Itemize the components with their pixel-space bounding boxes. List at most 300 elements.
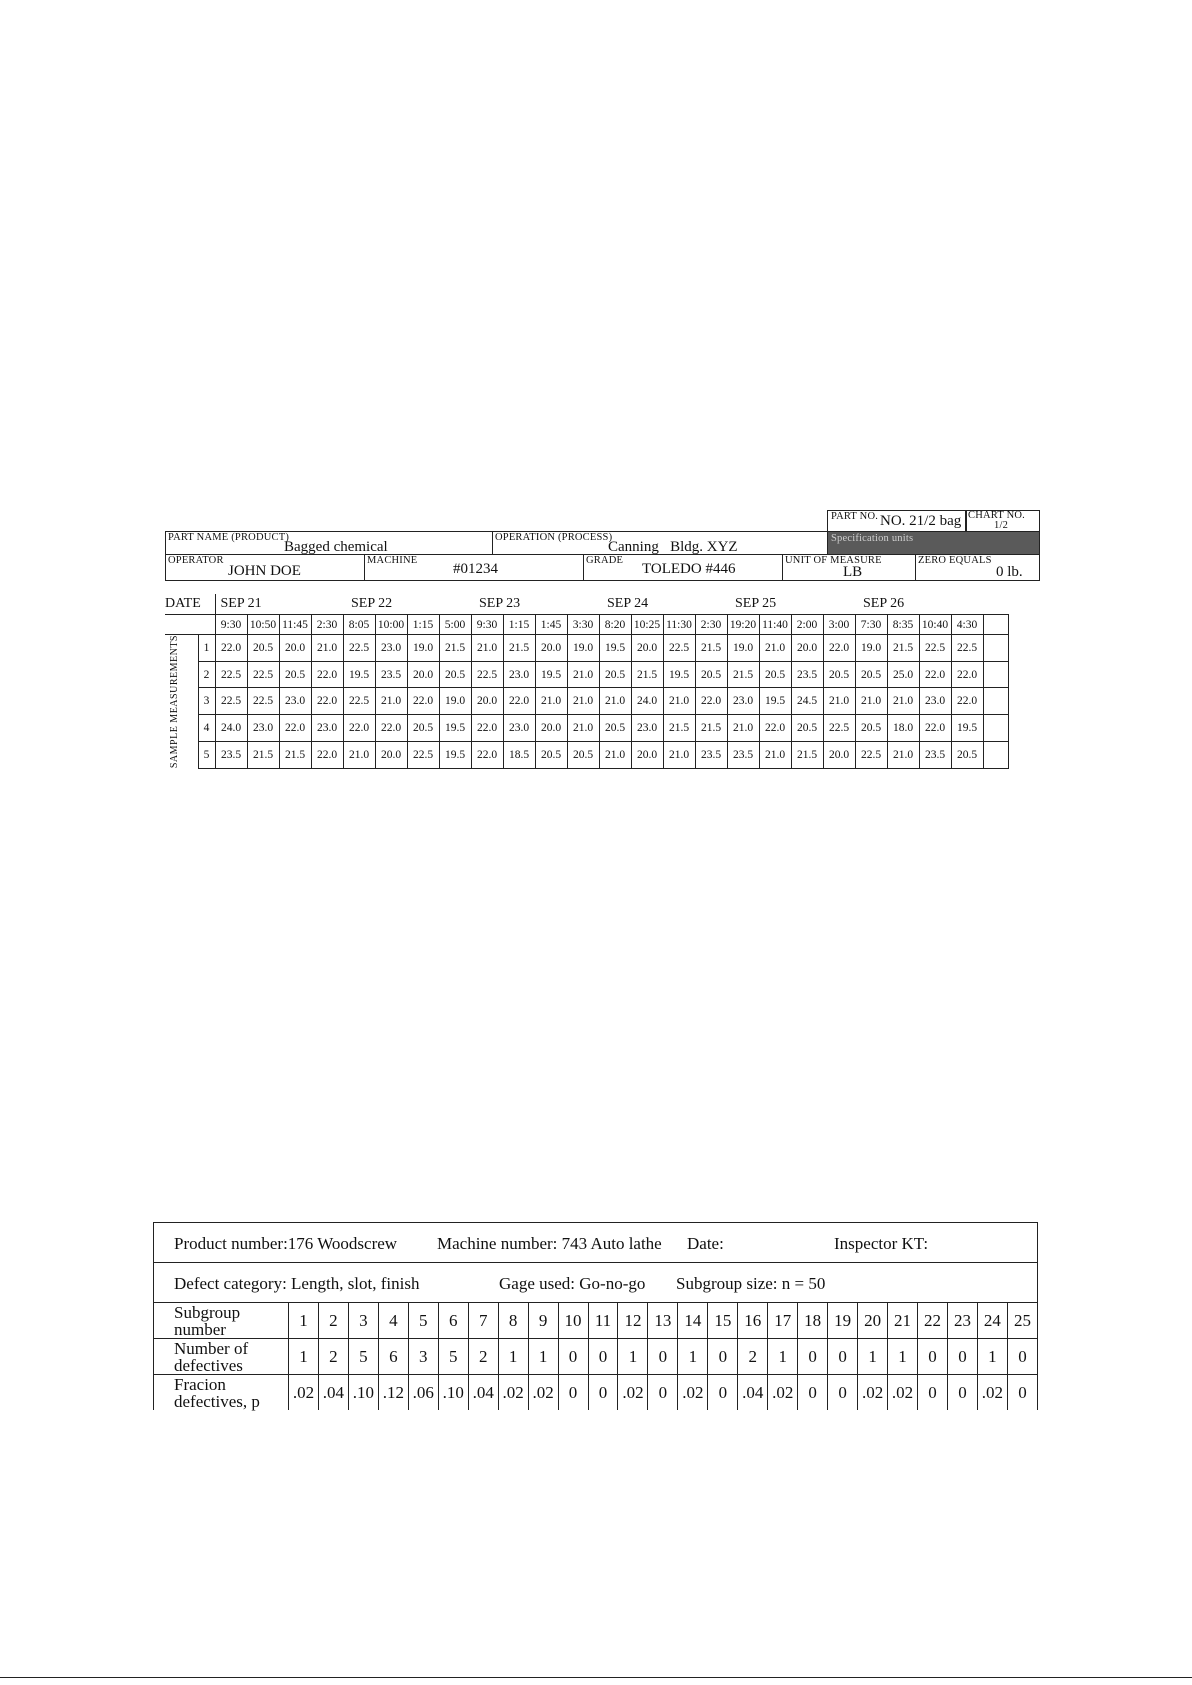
measurement-cell: 21.0 (567, 661, 599, 688)
measurement-cell: 22.0 (759, 715, 791, 742)
unit-label: UNIT OF MEASURE (785, 555, 882, 566)
measurement-cell: 21.5 (279, 741, 311, 768)
measurement-cell (983, 715, 1008, 742)
zero-equals-box (915, 554, 1040, 581)
date-header: SEP 25 (727, 594, 855, 615)
measurement-row (165, 661, 1008, 688)
defectives-row (154, 1303, 1038, 1339)
time-cell: 8:20 (599, 615, 631, 635)
data-cell: .04 (468, 1375, 498, 1411)
date-header: SEP 21 (215, 594, 343, 615)
date-header: SEP 24 (599, 594, 727, 615)
measurement-cell: 21.5 (695, 715, 727, 742)
time-cell: 2:30 (311, 615, 343, 635)
measurement-cell: 21.0 (375, 688, 407, 715)
data-cell: 11 (588, 1303, 618, 1339)
measurement-cell: 20.0 (375, 741, 407, 768)
data-cell: 5 (408, 1303, 438, 1339)
measurement-cell: 21.0 (471, 635, 503, 662)
unit-value: LB (843, 564, 863, 580)
time-cell: 1:15 (503, 615, 535, 635)
data-cell: 0 (918, 1375, 948, 1411)
measurement-cell: 23.0 (919, 688, 951, 715)
time-cell: 19:20 (727, 615, 759, 635)
data-cell: .02 (888, 1375, 918, 1411)
data-cell: 1 (289, 1339, 319, 1375)
data-cell: .06 (408, 1375, 438, 1411)
time-cell: 11:40 (759, 615, 791, 635)
measurement-cell: 21.5 (631, 661, 663, 688)
part-no-box (827, 510, 967, 532)
machine-box (364, 554, 584, 581)
row-header-line: Subgroup (174, 1302, 241, 1322)
operation-box (492, 531, 828, 555)
measurement-cell: 22.5 (823, 715, 855, 742)
measurement-cell: 22.5 (855, 741, 887, 768)
row-header-line: defectives, p (174, 1391, 260, 1411)
data-cell: 5 (438, 1339, 468, 1375)
data-cell: 5 (348, 1339, 378, 1375)
part-no-label: PART NO. (831, 511, 879, 522)
measurement-cell: 22.5 (215, 688, 247, 715)
measurement-cell (983, 635, 1008, 662)
subgroup-size: Subgroup size: n = 50 (676, 1274, 826, 1293)
data-cell: 3 (408, 1339, 438, 1375)
zero-equals-label: ZERO EQUALS (918, 555, 992, 566)
data-cell: 7 (468, 1303, 498, 1339)
date-field: Date: (687, 1234, 724, 1253)
measurement-cell: 20.5 (599, 715, 631, 742)
measurement-cell: 22.0 (823, 635, 855, 662)
data-cell: 22 (918, 1303, 948, 1339)
data-cell: .12 (378, 1375, 408, 1411)
data-cell: 12 (618, 1303, 648, 1339)
data-cell: 0 (918, 1339, 948, 1375)
measurement-cell: 25.0 (887, 661, 919, 688)
data-cell: 0 (558, 1375, 588, 1411)
machine-value: #01234 (453, 561, 498, 577)
measurement-cell: 21.5 (247, 741, 279, 768)
data-cell: 0 (558, 1339, 588, 1375)
data-cell: 6 (438, 1303, 468, 1339)
measurement-cell: 21.5 (503, 635, 535, 662)
time-cell: 1:15 (407, 615, 439, 635)
measurement-row (165, 688, 1008, 715)
data-cell: 0 (1007, 1339, 1037, 1375)
data-cell: 0 (708, 1375, 738, 1411)
measurement-cell: 18.0 (887, 715, 919, 742)
time-cell: 7:30 (855, 615, 887, 635)
measurement-cell: 20.0 (535, 635, 567, 662)
measurement-cell: 20.0 (471, 688, 503, 715)
row-header-line: number (174, 1319, 226, 1339)
measurement-cell: 19.5 (599, 635, 631, 662)
measurement-cell: 22.5 (471, 661, 503, 688)
measurement-cell: 21.5 (663, 715, 695, 742)
gage-used: Gage used: Go-no-go (499, 1274, 646, 1293)
data-cell: 0 (1007, 1375, 1037, 1411)
measurement-cell: 23.0 (375, 635, 407, 662)
form2-header-row-2 (153, 1262, 1038, 1303)
time-cell: 5:00 (439, 615, 471, 635)
data-cell: .02 (858, 1375, 888, 1411)
data-cell: 18 (798, 1303, 828, 1339)
measurement-cell: 24.0 (215, 715, 247, 742)
data-cell: 8 (498, 1303, 528, 1339)
measurement-cell: 21.0 (759, 741, 791, 768)
measurement-cell: 23.0 (503, 661, 535, 688)
data-cell: 0 (588, 1339, 618, 1375)
data-cell: .02 (977, 1375, 1007, 1411)
measurement-cell: 20.0 (631, 741, 663, 768)
measurement-cell: 21.5 (791, 741, 823, 768)
data-cell: 0 (947, 1375, 977, 1411)
data-cell: 1 (858, 1339, 888, 1375)
measurement-cell: 22.0 (919, 661, 951, 688)
row-header-line: defectives (174, 1355, 243, 1375)
control-chart-form (165, 510, 1040, 769)
measurement-cell: 18.5 (503, 741, 535, 768)
data-cell: 1 (678, 1339, 708, 1375)
data-cell: .02 (618, 1375, 648, 1411)
time-cell: 3:30 (567, 615, 599, 635)
data-cell: 1 (768, 1339, 798, 1375)
measurement-cell: 20.0 (823, 741, 855, 768)
measurement-cell: 22.0 (311, 741, 343, 768)
time-cell: 3:00 (823, 615, 855, 635)
data-cell: 24 (977, 1303, 1007, 1339)
measurement-cell: 22.0 (311, 688, 343, 715)
measurement-cell: 20.0 (791, 635, 823, 662)
data-cell: .02 (528, 1375, 558, 1411)
measurement-cell: 22.0 (471, 715, 503, 742)
measurement-cell: 20.5 (759, 661, 791, 688)
measurement-cell: 21.0 (887, 688, 919, 715)
time-cell (983, 615, 1008, 635)
measurement-cell: 19.0 (567, 635, 599, 662)
measurement-cell: 22.5 (343, 635, 375, 662)
data-cell: 0 (648, 1375, 678, 1411)
time-row-blank (165, 615, 215, 635)
data-cell: .04 (318, 1375, 348, 1411)
spec-units-label: Specification units (831, 533, 914, 544)
data-cell: 1 (888, 1339, 918, 1375)
measurement-cell: 23.5 (215, 741, 247, 768)
measurement-cell: 19.5 (439, 741, 471, 768)
data-cell: .10 (438, 1375, 468, 1411)
time-row (165, 615, 1008, 635)
data-cell: 3 (348, 1303, 378, 1339)
measurement-table (165, 594, 1009, 769)
date-header: SEP 23 (471, 594, 599, 615)
measurement-cell: 20.5 (279, 661, 311, 688)
measurement-cell: 21.0 (567, 688, 599, 715)
data-cell: 6 (378, 1339, 408, 1375)
measurement-cell: 22.0 (951, 661, 983, 688)
measurement-cell: 21.0 (663, 688, 695, 715)
measurement-cell: 20.5 (535, 741, 567, 768)
time-cell: 10:00 (375, 615, 407, 635)
measurement-cell: 21.0 (311, 635, 343, 662)
time-cell: 10:25 (631, 615, 663, 635)
measurement-cell: 23.5 (375, 661, 407, 688)
measurement-cell: 22.0 (311, 661, 343, 688)
measurement-cell: 22.5 (215, 661, 247, 688)
date-row (165, 594, 1008, 615)
measurement-cell: 20.5 (823, 661, 855, 688)
measurement-row (165, 635, 1008, 662)
measurement-cell: 22.0 (503, 688, 535, 715)
measurement-cell: 20.0 (407, 661, 439, 688)
measurement-cell: 21.5 (727, 661, 759, 688)
time-cell: 2:00 (791, 615, 823, 635)
row-header (154, 1375, 289, 1411)
data-cell: 2 (318, 1339, 348, 1375)
part-name-value: Bagged chemical (284, 539, 388, 555)
spec-units-box (827, 531, 1040, 555)
measurement-cell: 22.5 (247, 661, 279, 688)
row-header (154, 1339, 289, 1375)
date-header: SEP 26 (855, 594, 1008, 615)
date-header: SEP 22 (343, 594, 471, 615)
measurement-cell: 20.5 (247, 635, 279, 662)
machine-number: Machine number: 743 Auto lathe (437, 1234, 662, 1253)
time-cell: 11:45 (279, 615, 311, 635)
operation-label: OPERATION (PROCESS) (495, 532, 613, 543)
time-cell: 8:05 (343, 615, 375, 635)
grade-value: TOLEDO #446 (642, 561, 736, 577)
measurement-cell: 19.5 (343, 661, 375, 688)
defectives-row (154, 1339, 1038, 1375)
measurement-cell: 20.5 (695, 661, 727, 688)
time-cell: 11:30 (663, 615, 695, 635)
row-header (154, 1303, 289, 1339)
data-cell: .04 (738, 1375, 768, 1411)
data-cell: .02 (678, 1375, 708, 1411)
data-cell: 4 (378, 1303, 408, 1339)
grade-label: GRADE (586, 555, 624, 566)
data-cell: .02 (498, 1375, 528, 1411)
measurement-cell: 19.5 (951, 715, 983, 742)
measurement-cell: 19.5 (535, 661, 567, 688)
measurement-cell: 23.0 (311, 715, 343, 742)
measurement-cell: 21.0 (343, 741, 375, 768)
part-name-label: PART NAME (PRODUCT) (168, 532, 290, 543)
data-cell: 16 (738, 1303, 768, 1339)
measurement-cell: 22.5 (407, 741, 439, 768)
operator-value: JOHN DOE (228, 563, 301, 579)
measurement-cell: 22.0 (471, 741, 503, 768)
sample-measurements-text: SAMPLE MEASUREMENTS (169, 635, 181, 769)
measurement-cell: 21.0 (887, 741, 919, 768)
measurement-cell: 22.5 (951, 635, 983, 662)
measurement-cell (983, 741, 1008, 768)
measurement-cell: 21.5 (887, 635, 919, 662)
machine-label: MACHINE (367, 555, 418, 566)
measurement-cell: 23.5 (695, 741, 727, 768)
data-cell: 0 (648, 1339, 678, 1375)
data-cell: 17 (768, 1303, 798, 1339)
measurement-cell: 19.0 (727, 635, 759, 662)
measurement-cell: 22.5 (919, 635, 951, 662)
measurement-cell: 20.5 (439, 661, 471, 688)
measurement-cell: 21.0 (599, 741, 631, 768)
data-cell: 0 (798, 1375, 828, 1411)
measurement-cell: 19.0 (439, 688, 471, 715)
row-header-line: Number of (174, 1338, 249, 1358)
measurement-row (165, 741, 1008, 768)
measurement-cell: 20.5 (855, 715, 887, 742)
measurement-cell: 19.0 (407, 635, 439, 662)
measurement-cell: 23.5 (919, 741, 951, 768)
measurement-cell: 21.0 (535, 688, 567, 715)
measurement-cell: 21.5 (439, 635, 471, 662)
data-cell: 19 (828, 1303, 858, 1339)
measurement-cell: 23.0 (503, 715, 535, 742)
measurement-cell: 24.0 (631, 688, 663, 715)
data-cell: 0 (798, 1339, 828, 1375)
measurement-cell: 21.0 (855, 688, 887, 715)
chart-no-value: 1/2 (994, 520, 1009, 531)
defect-category: Defect category: Length, slot, finish (174, 1274, 420, 1293)
measurement-cell: 21.0 (727, 715, 759, 742)
measurement-cell: 21.0 (759, 635, 791, 662)
measurement-cell: 21.0 (567, 715, 599, 742)
data-cell: 10 (558, 1303, 588, 1339)
measurement-cell: 22.0 (951, 688, 983, 715)
data-cell: 1 (528, 1339, 558, 1375)
measurement-cell: 20.0 (631, 635, 663, 662)
part-no-value: NO. 21/2 bag (880, 513, 962, 529)
measurement-cell: 23.0 (247, 715, 279, 742)
time-cell: 8:35 (887, 615, 919, 635)
data-cell: 25 (1007, 1303, 1037, 1339)
measurement-cell: 20.0 (535, 715, 567, 742)
measurement-cell: 22.0 (215, 635, 247, 662)
operator-box (165, 554, 365, 581)
data-cell: 0 (947, 1339, 977, 1375)
grade-box (583, 554, 783, 581)
data-cell: 14 (678, 1303, 708, 1339)
measurement-cell (983, 661, 1008, 688)
measurement-cell: 20.5 (855, 661, 887, 688)
measurement-cell: 22.5 (247, 688, 279, 715)
data-cell: 1 (498, 1339, 528, 1375)
operator-label: OPERATOR (168, 555, 224, 566)
time-cell: 2:30 (695, 615, 727, 635)
time-cell: 1:45 (535, 615, 567, 635)
measurement-cell: 19.5 (759, 688, 791, 715)
time-cell: 4:30 (951, 615, 983, 635)
measurement-cell: 22.0 (279, 715, 311, 742)
data-cell: 13 (648, 1303, 678, 1339)
data-cell: 2 (468, 1339, 498, 1375)
measurement-row (165, 715, 1008, 742)
measurement-cell: 20.5 (407, 715, 439, 742)
measurement-cell: 23.5 (727, 741, 759, 768)
form2-header-row-1 (153, 1222, 1038, 1263)
data-cell: 0 (828, 1339, 858, 1375)
time-cell: 10:50 (247, 615, 279, 635)
measurement-cell: 23.0 (727, 688, 759, 715)
sample-number: 2 (198, 661, 215, 688)
sample-number: 5 (198, 741, 215, 768)
measurement-cell: 19.0 (855, 635, 887, 662)
unit-box (782, 554, 916, 581)
data-cell: .10 (348, 1375, 378, 1411)
chart-no-box (965, 510, 1040, 532)
measurement-cell: 19.5 (439, 715, 471, 742)
defectives-table (153, 1302, 1038, 1410)
measurement-cell: 21.0 (823, 688, 855, 715)
measurement-cell: 22.0 (375, 715, 407, 742)
measurement-cell: 22.0 (695, 688, 727, 715)
data-cell: .02 (289, 1375, 319, 1411)
measurement-cell: 20.5 (599, 661, 631, 688)
sample-number: 1 (198, 635, 215, 662)
measurement-cell: 22.0 (919, 715, 951, 742)
data-cell: 0 (588, 1375, 618, 1411)
part-name-box (165, 531, 493, 555)
measurement-cell: 22.0 (343, 715, 375, 742)
measurement-cell: 21.0 (663, 741, 695, 768)
measurement-cell: 20.0 (279, 635, 311, 662)
data-cell: 1 (618, 1339, 648, 1375)
measurement-cell: 22.5 (663, 635, 695, 662)
zero-equals-value: 0 lb. (996, 564, 1023, 580)
time-cell: 9:30 (215, 615, 247, 635)
data-cell: 2 (738, 1339, 768, 1375)
measurement-cell (983, 688, 1008, 715)
measurement-cell: 19.5 (663, 661, 695, 688)
data-cell: 1 (977, 1339, 1007, 1375)
data-cell: 20 (858, 1303, 888, 1339)
data-cell: 2 (318, 1303, 348, 1339)
chart-no-label: CHART NO. (968, 510, 1025, 521)
p-chart-form (153, 1222, 1038, 1410)
measurement-cell: 21.5 (695, 635, 727, 662)
defectives-row (154, 1375, 1038, 1411)
measurement-cell: 22.0 (407, 688, 439, 715)
time-cell: 10:40 (919, 615, 951, 635)
measurement-cell: 23.5 (791, 661, 823, 688)
data-cell: 0 (828, 1375, 858, 1411)
sample-measurements-label (165, 635, 198, 769)
data-cell: .02 (768, 1375, 798, 1411)
data-cell: 0 (708, 1339, 738, 1375)
measurement-cell: 22.5 (343, 688, 375, 715)
measurement-cell: 23.0 (631, 715, 663, 742)
measurement-cell: 24.5 (791, 688, 823, 715)
measurement-cell: 21.0 (599, 688, 631, 715)
data-cell: 21 (888, 1303, 918, 1339)
data-cell: 15 (708, 1303, 738, 1339)
sample-number: 3 (198, 688, 215, 715)
product-number: Product number:176 Woodscrew (174, 1234, 398, 1253)
measurement-cell: 20.5 (791, 715, 823, 742)
page-bottom-rule (0, 1677, 1192, 1678)
data-cell: 1 (289, 1303, 319, 1339)
date-label: DATE (165, 594, 215, 615)
data-cell: 9 (528, 1303, 558, 1339)
measurement-cell: 20.5 (951, 741, 983, 768)
data-cell: 23 (947, 1303, 977, 1339)
inspector-field: Inspector KT: (834, 1234, 929, 1253)
sample-number: 4 (198, 715, 215, 742)
time-cell: 9:30 (471, 615, 503, 635)
measurement-cell: 23.0 (279, 688, 311, 715)
operation-value: Canning Bldg. XYZ (608, 539, 738, 555)
